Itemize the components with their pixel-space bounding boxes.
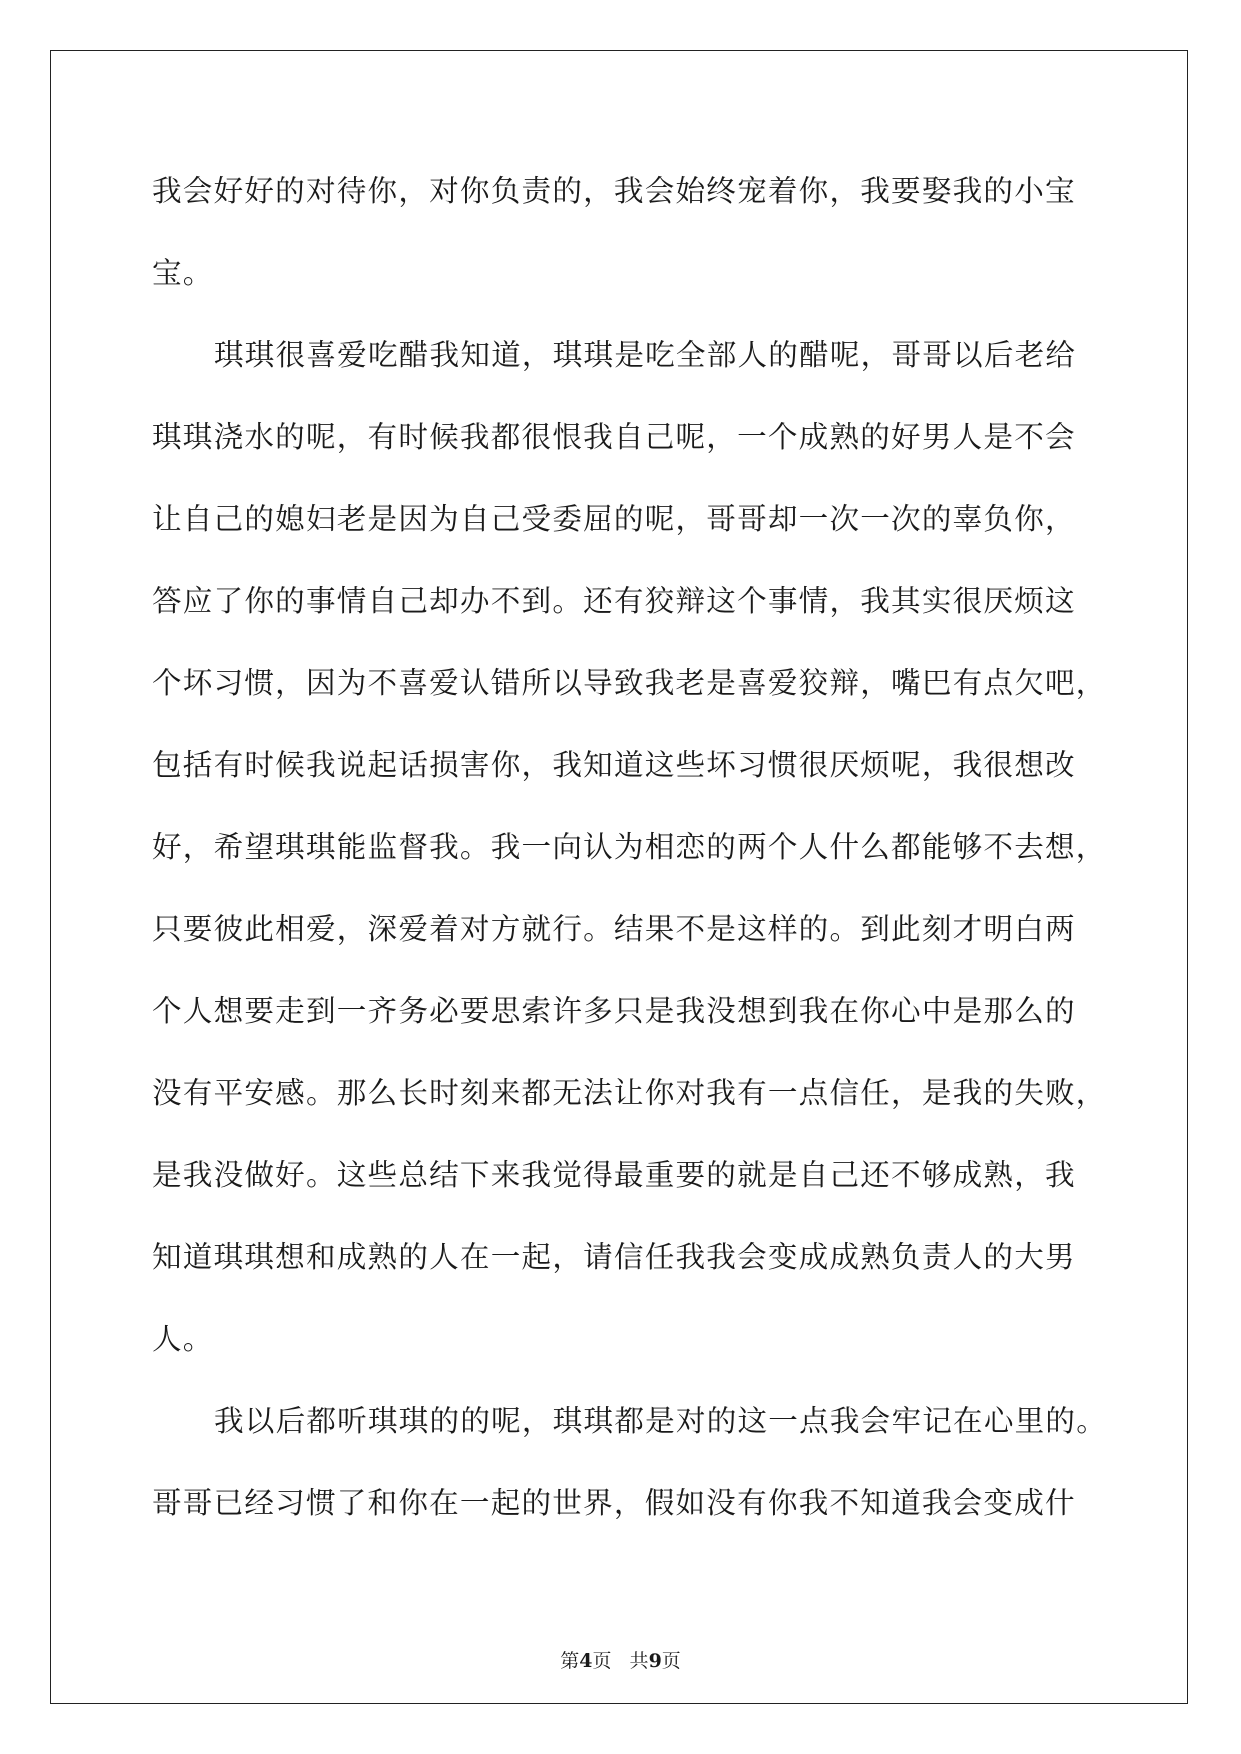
text-line: 人。	[152, 1322, 214, 1356]
text-line: 好，希望琪琪能监督我。我一向认为相恋的两个人什么都能够不去想，	[152, 830, 1107, 864]
text-line: 我会好好的对待你，对你负责的，我会始终宠着你，我要娶我的小宝	[152, 174, 1076, 208]
text-line: 包括有时候我说起话损害你，我知道这些坏习惯很厌烦呢，我很想改	[152, 748, 1076, 782]
text-line: 知道琪琪想和成熟的人在一起，请信任我我会变成成熟负责人的大男	[152, 1240, 1076, 1274]
document-body	[152, 160, 1108, 1554]
text-line: 个坏习惯，因为不喜爱认错所以导致我老是喜爱狡辩，嘴巴有点欠吧，	[152, 666, 1107, 700]
footer-prefix: 第	[560, 1650, 580, 1672]
text-line: 让自己的媳妇老是因为自己受委屈的呢，哥哥却一次一次的辜负你，	[152, 502, 1076, 536]
text-line: 哥哥已经习惯了和你在一起的世界，假如没有你我不知道我会变成什	[152, 1486, 1076, 1520]
text-line: 答应了你的事情自己却办不到。还有狡辩这个事情，我其实很厌烦这	[152, 584, 1076, 618]
text-line: 是我没做好。这些总结下来我觉得最重要的就是自己还不够成熟，我	[152, 1158, 1076, 1192]
text-line: 只要彼此相爱，深爱着对方就行。结果不是这样的。到此刻才明白两	[152, 912, 1076, 946]
paragraph-start-line: 我以后都听琪琪的的呢，琪琪都是对的这一点我会牢记在心里的。	[214, 1404, 1108, 1438]
text-line: 没有平安感。那么长时刻来都无法让你对我有一点信任，是我的失败，	[152, 1076, 1107, 1110]
footer-middle: 页 共	[592, 1650, 649, 1672]
footer-suffix: 页	[661, 1650, 681, 1672]
page-footer	[0, 1649, 1241, 1673]
paragraph-start-line: 琪琪很喜爱吃醋我知道，琪琪是吃全部人的醋呢，哥哥以后老给	[214, 338, 1077, 372]
text-line: 个人想要走到一齐务必要思索许多只是我没想到我在你心中是那么的	[152, 994, 1076, 1028]
text-line: 琪琪浇水的呢，有时候我都很恨我自己呢，一个成熟的好男人是不会	[152, 420, 1076, 454]
text-line: 宝。	[152, 256, 214, 290]
total-page-number: 9	[648, 1650, 662, 1672]
current-page-number: 4	[579, 1650, 593, 1672]
